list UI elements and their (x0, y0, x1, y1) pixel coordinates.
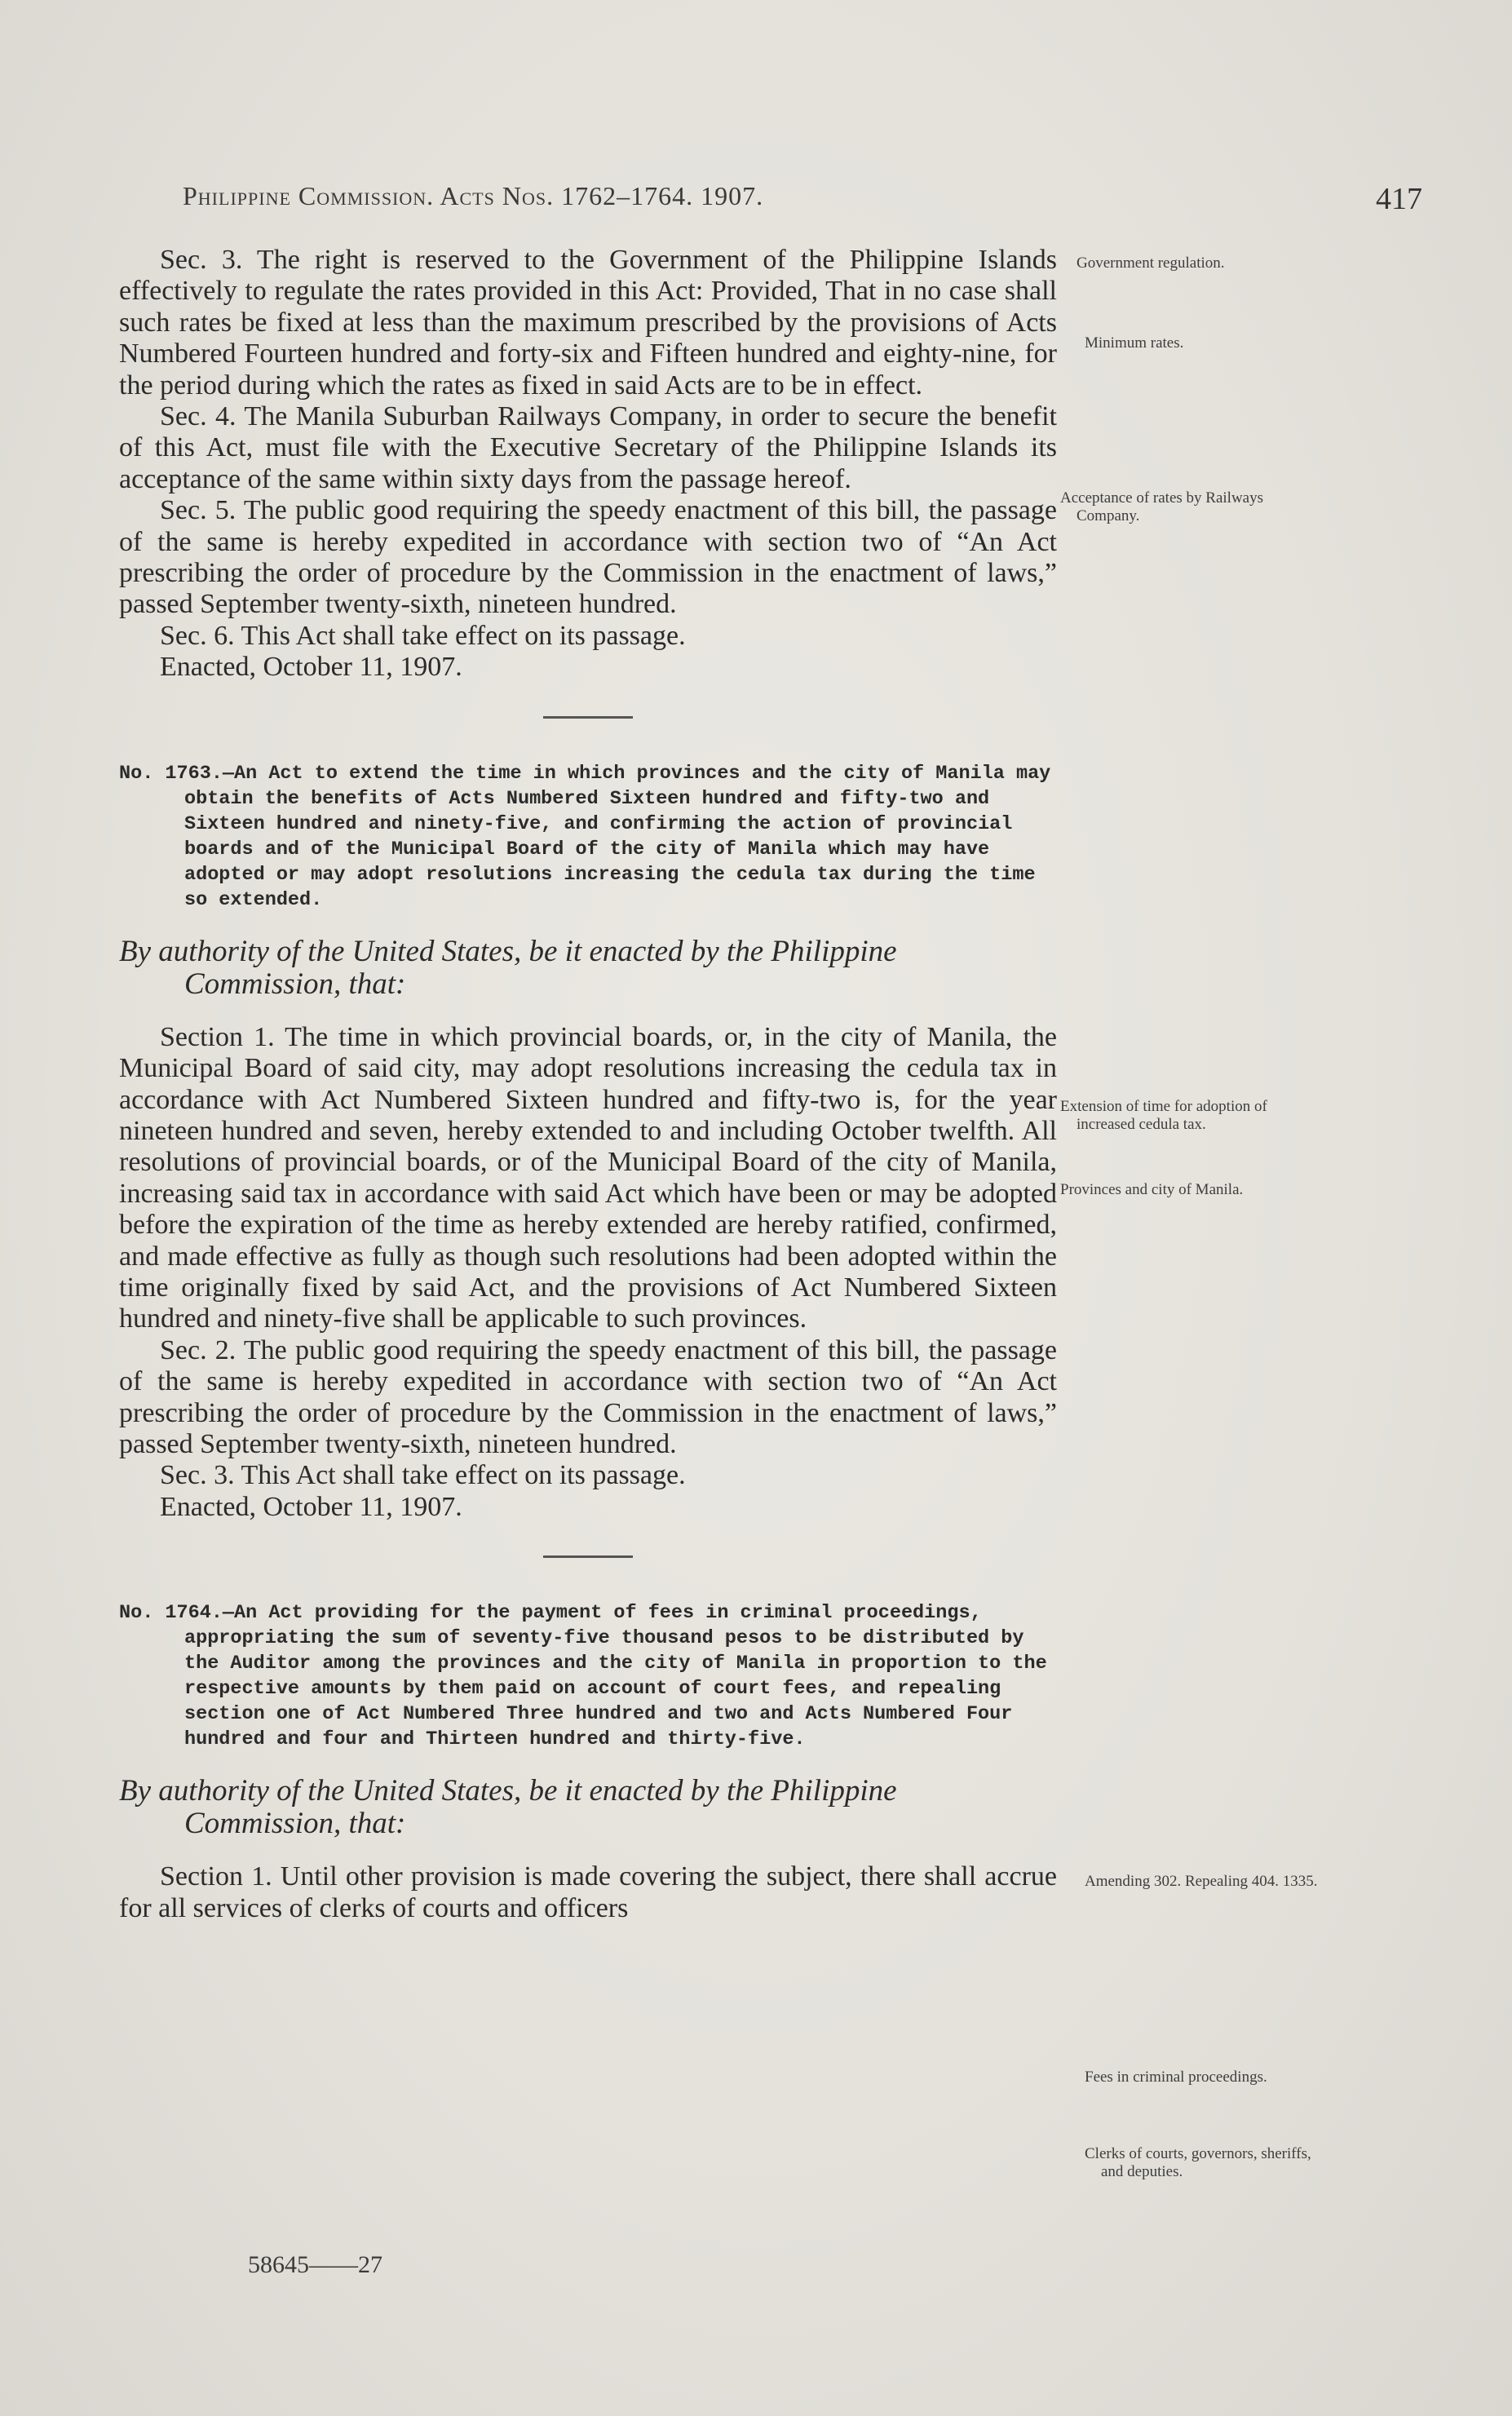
act-1764-enacting-clause: By authority of the United States, be it enacted by the Philippine Commission, that: (119, 1774, 897, 1841)
section-3-paragraph: Sec. 3. The right is reserved to the Government of the Philippine Islands effectively to regulate the rates provided in this Act: Provided, That in no case shall such rates be fixed at less than the maximum prescribed by the provisions of Acts Numbered Fourteen hundred and forty-six and Fifteen hundred and eighty-nine, for the period during which the rates as fixed in said Acts are to be in effect. (119, 245, 1057, 400)
section-4-paragraph: Sec. 4. The Manila Suburban Railways Company, in order to secure the benefit of this Act, must file with the Executive Secretary of the Philippine Islands its acceptance of the same within sixty days from the passage hereof. (119, 401, 1057, 494)
act-1763-title: No. 1763.—An Act to extend the time in which provinces and the city of Manila may obtain the benefits of Acts Numbered Sixteen hundred and fifty-two and Sixteen hundred and ninety-five, and confirming the action of provincial boards and of the Municipal Board of the city of Manila which may have adopted or may adopt resolutions increasing the cedula tax during the time so extended. (119, 762, 1051, 911)
act-1763-enacted-date: Enacted, October 11, 1907. (160, 1491, 462, 1522)
running-head: Philippine Commission. Acts Nos. 1762–1764. 1907. (183, 181, 764, 210)
act-1763-section-3: Sec. 3. This Act shall take effect on its passage. (160, 1460, 686, 1491)
margin-note-provinces: Provinces and city of Manila. (1060, 1181, 1244, 1198)
act-1764-title: No. 1764.—An Act providing for the payment of fees in criminal proceedings, appropriating the sum of seventy-five thousand pesos to be distributed by the Auditor among the provinces and the city of Manila in proportion to the respective amounts by them paid on account of court fees, and repealing section one of Act Numbered Three hundred and two and Acts Numbered Four hundred and four and Thirteen hundred and thirty-five. (119, 1602, 1047, 1751)
margin-note-clerks: Clerks of courts, governors, sheriffs, and deputies. (1085, 2145, 1311, 2180)
act-1763-section-1: Section 1. The time in which provincial boards, or, in the city of Manila, the Municipal Board of said city, may adopt resolutions increasing the cedula tax in accordance with Act Numbered Sixteen hundred and fifty-two is, for the year nineteen hundred and seven, hereby extended to and including October twelfth. All resolutions of provincial boards, or of the Municipal Board of the city of Manila, increasing said tax in accordance with said Act which have been or may be adopted before the expiration of the time as hereby extended are hereby ratified, confirmed, and made effective as fully as though such resolutions had been adopted within the time originally fixed by said Act, and the provisions of Act Numbered Sixteen hundred and ninety-five shall be applicable to such provinces. (119, 1021, 1057, 1334)
act-1764-section-1: Section 1. Until other provision is made covering the subject, there shall accrue for all services of clerks of courts and officers (119, 1861, 1057, 1923)
page-number: 417 (1376, 182, 1422, 216)
section-5-paragraph: Sec. 5. The public good requiring the speedy enactment of this bill, the passage of the same is hereby expedited in accordance with section two of “An Act prescribing the order of procedure by the Commission in the enactment of laws,” passed September twenty-sixth, nineteen hundred. (119, 495, 1057, 620)
margin-note-minimum-rates: Minimum rates. (1085, 334, 1184, 352)
margin-note-fees: Fees in criminal proceedings. (1085, 2069, 1267, 2086)
act-1763-section-2: Sec. 2. The public good requiring the speedy enactment of this bill, the passage of the same is hereby expedited in accordance with section two of “An Act prescribing the order of procedure by the Commission in the enactment of laws,” passed September twenty-sixth, nineteen hundred. (119, 1334, 1057, 1459)
margin-note-amending: Amending 302. Repealing 404. 1335. (1085, 1873, 1318, 1890)
margin-note-extension: Extension of time for adoption of increased cedula tax. (1060, 1098, 1267, 1133)
margin-note-acceptance: Acceptance of rates by Railways Company. (1060, 489, 1264, 524)
signature-mark: 58645——27 (248, 2251, 382, 2278)
main-text-column (119, 245, 1057, 1924)
act-1763-enacting-clause: By authority of the United States, be it enacted by the Philippine Commission, that: (119, 934, 897, 1001)
section-6-paragraph: Sec. 6. This Act shall take effect on its passage. (160, 620, 686, 651)
page-header (183, 181, 1422, 222)
enacted-date: Enacted, October 11, 1907. (160, 652, 462, 683)
margin-note-government-regulation: Government regulation. (1077, 254, 1225, 272)
